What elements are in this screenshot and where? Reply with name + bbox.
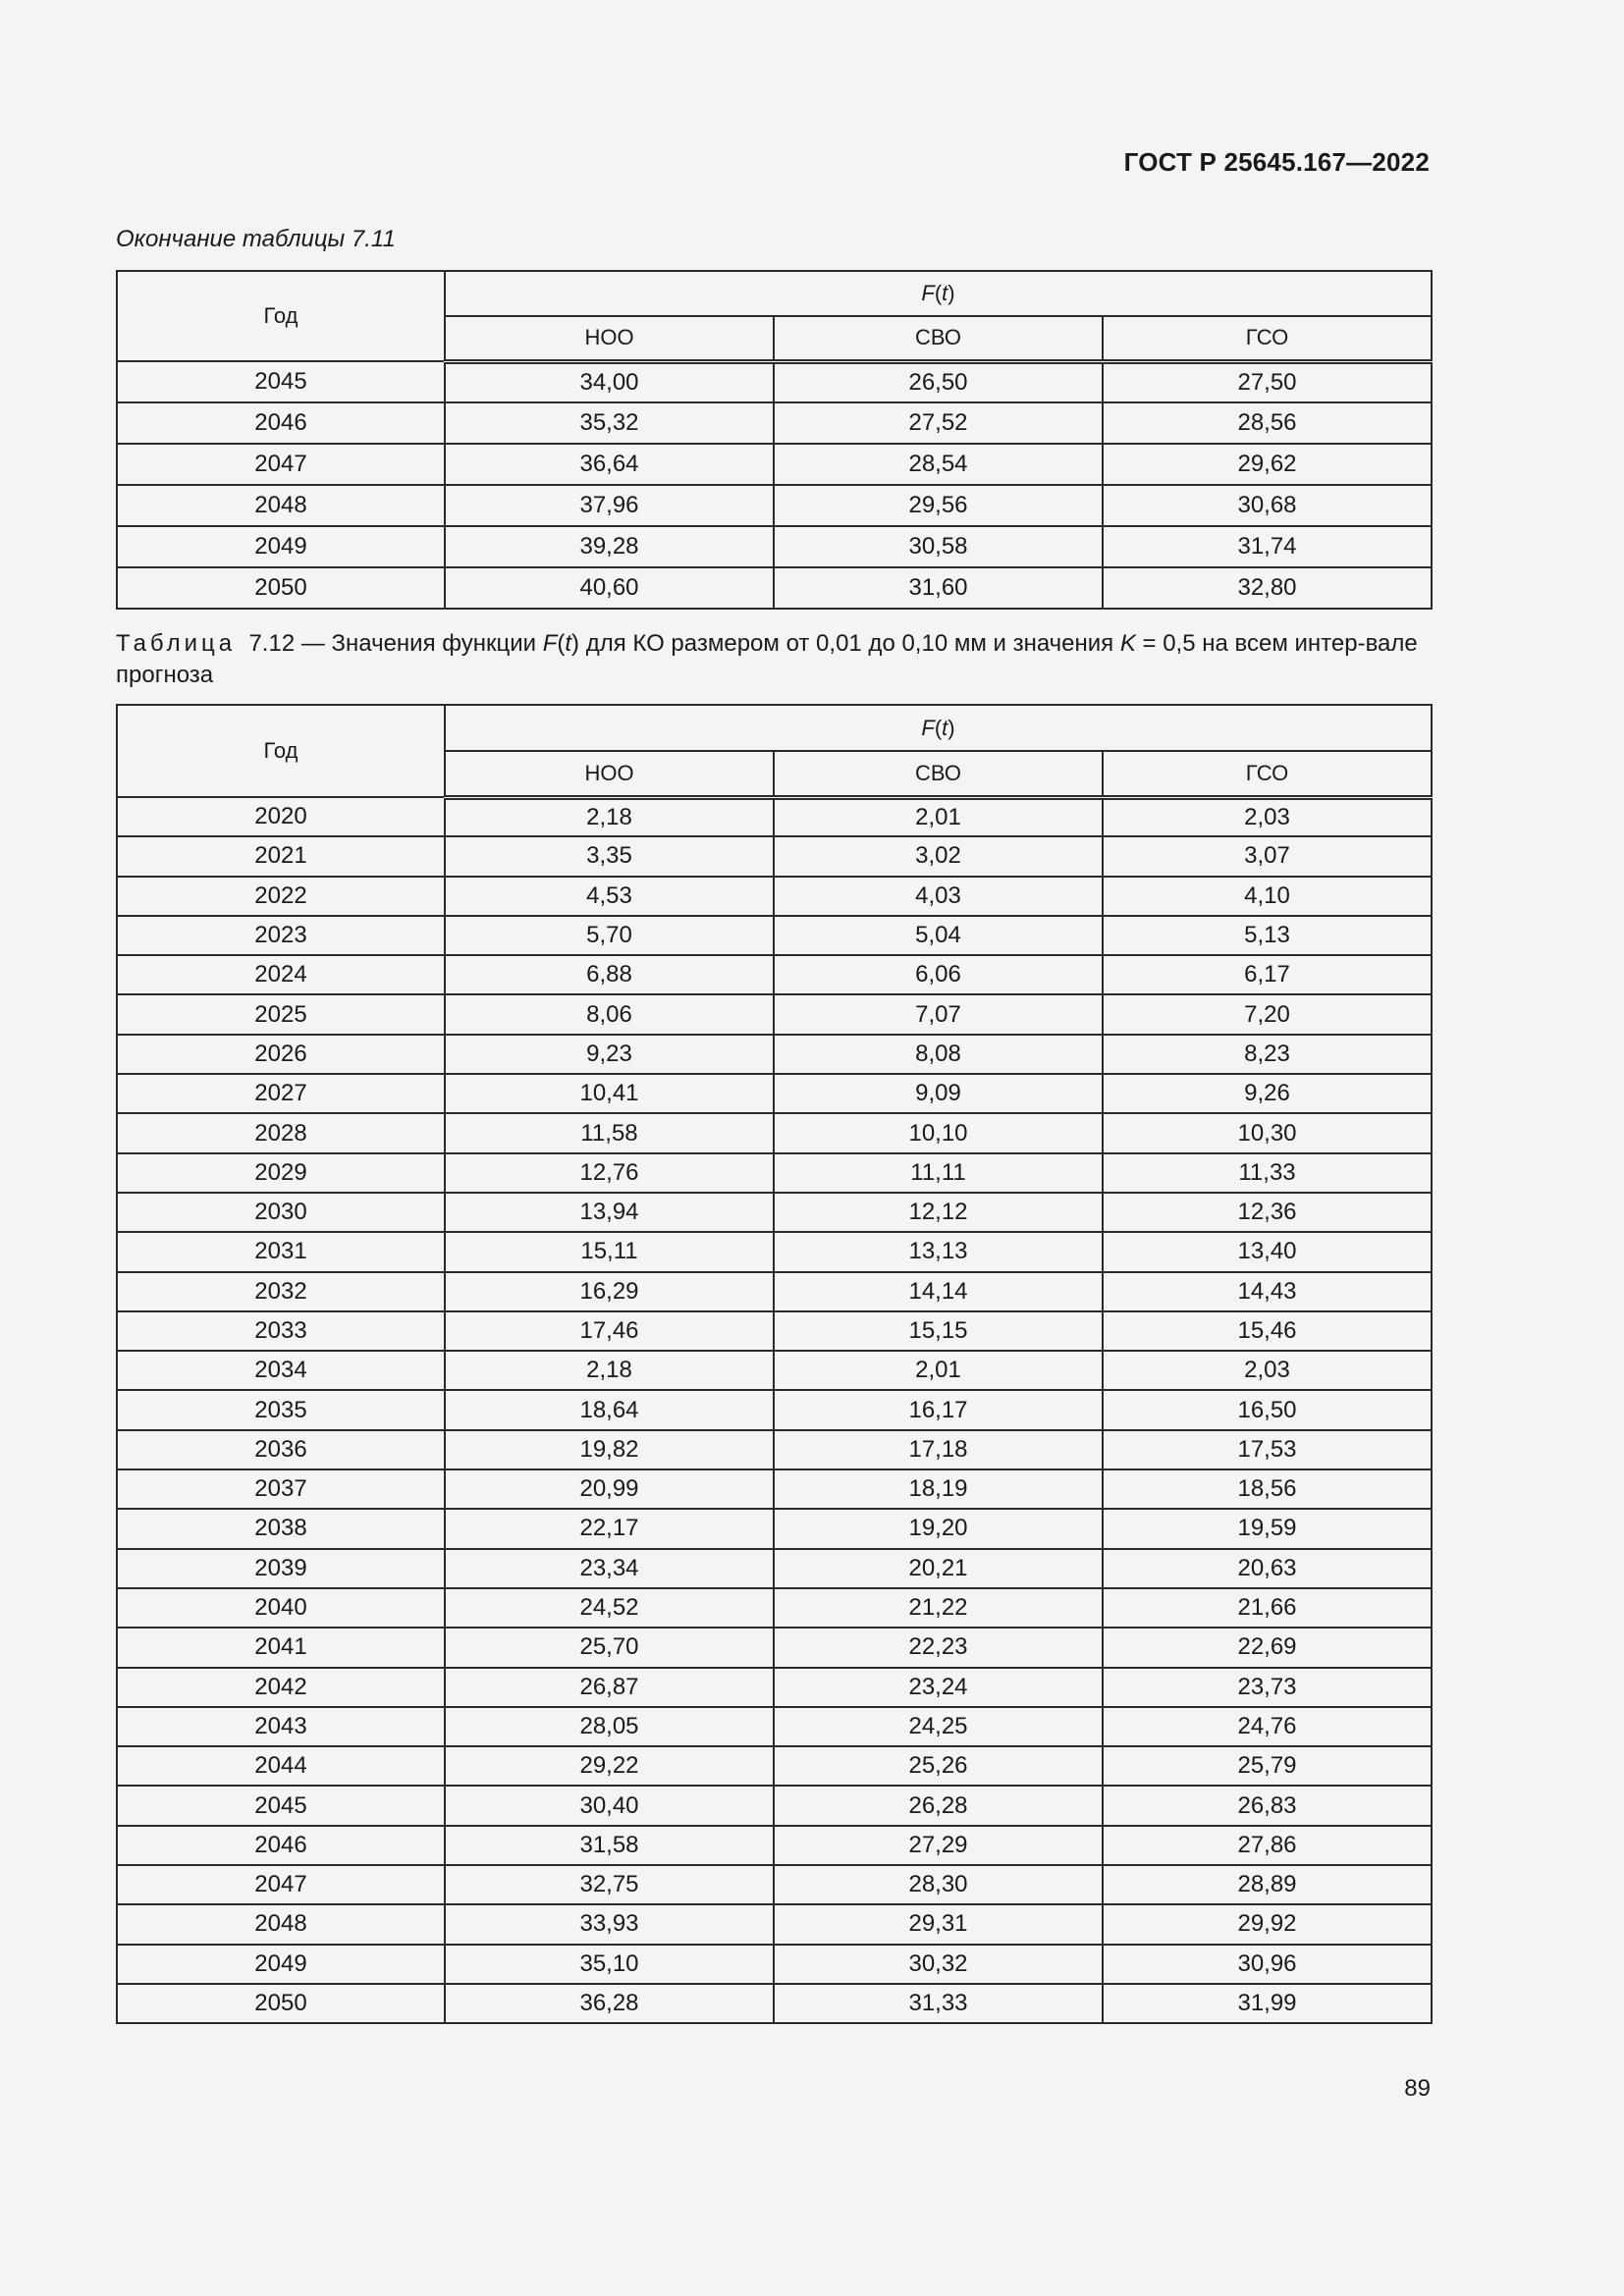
year-cell: 2041 — [117, 1628, 445, 1667]
value-cell: 22,23 — [774, 1628, 1103, 1667]
year-cell: 2025 — [117, 994, 445, 1034]
value-cell: 9,26 — [1103, 1074, 1432, 1113]
value-cell: 14,43 — [1103, 1272, 1432, 1311]
value-cell: 2,18 — [445, 797, 774, 836]
value-cell: 9,23 — [445, 1035, 774, 1074]
document-code: ГОСТ Р 25645.167—2022 — [1123, 147, 1430, 177]
table-row — [117, 567, 1432, 609]
year-cell: 2028 — [117, 1113, 445, 1152]
year-cell: 2032 — [117, 1272, 445, 1311]
value-cell: 29,92 — [1103, 1904, 1432, 1944]
value-cell: 3,02 — [774, 836, 1103, 876]
table-row — [117, 485, 1432, 526]
value-cell: 26,87 — [445, 1668, 774, 1707]
value-cell: 30,40 — [445, 1786, 774, 1825]
table-row — [117, 1232, 1432, 1271]
value-cell: 4,03 — [774, 877, 1103, 916]
value-cell: 23,73 — [1103, 1668, 1432, 1707]
value-cell: 18,64 — [445, 1390, 774, 1429]
year-cell: 2045 — [117, 361, 445, 402]
value-cell: 7,20 — [1103, 994, 1432, 1034]
value-cell: 7,07 — [774, 994, 1103, 1034]
value-cell: 8,06 — [445, 994, 774, 1034]
value-cell: 31,33 — [774, 1984, 1103, 2023]
year-cell: 2044 — [117, 1746, 445, 1786]
year-cell: 2046 — [117, 1826, 445, 1865]
year-cell: 2038 — [117, 1509, 445, 1548]
table-row — [117, 1351, 1432, 1390]
table-row — [117, 1193, 1432, 1232]
value-cell: 25,79 — [1103, 1746, 1432, 1786]
value-cell: 6,88 — [445, 955, 774, 994]
year-cell: 2046 — [117, 402, 445, 444]
value-cell: 10,41 — [445, 1074, 774, 1113]
table-row — [117, 1746, 1432, 1786]
value-cell: 17,46 — [445, 1311, 774, 1351]
value-cell: 16,29 — [445, 1272, 774, 1311]
svo-column-header: СВО — [774, 316, 1103, 361]
table-row — [117, 1074, 1432, 1113]
value-cell: 36,28 — [445, 1984, 774, 2023]
table-row — [117, 1904, 1432, 1944]
table-row — [117, 1549, 1432, 1588]
table-711-caption: Окончание таблицы 7.11 — [116, 226, 396, 252]
table-row — [117, 1628, 1432, 1667]
year-cell: 2039 — [117, 1549, 445, 1588]
year-cell: 2048 — [117, 485, 445, 526]
year-cell: 2026 — [117, 1035, 445, 1074]
year-cell: 2030 — [117, 1193, 445, 1232]
value-cell: 12,36 — [1103, 1193, 1432, 1232]
value-cell: 24,25 — [774, 1707, 1103, 1746]
table-row — [117, 955, 1432, 994]
year-cell: 2020 — [117, 797, 445, 836]
ft-column-header: F(t) — [445, 271, 1432, 316]
value-cell: 8,23 — [1103, 1035, 1432, 1074]
value-cell: 14,14 — [774, 1272, 1103, 1311]
table-712-body — [117, 797, 1432, 2023]
value-cell: 39,28 — [445, 526, 774, 567]
table-row — [117, 1707, 1432, 1746]
table-row — [117, 526, 1432, 567]
value-cell: 33,93 — [445, 1904, 774, 1944]
value-cell: 13,40 — [1103, 1232, 1432, 1271]
value-cell: 18,56 — [1103, 1469, 1432, 1509]
value-cell: 28,54 — [774, 444, 1103, 485]
year-cell: 2037 — [117, 1469, 445, 1509]
table-row — [117, 877, 1432, 916]
value-cell: 28,30 — [774, 1865, 1103, 1904]
value-cell: 15,46 — [1103, 1311, 1432, 1351]
table-row — [117, 836, 1432, 876]
value-cell: 15,11 — [445, 1232, 774, 1271]
value-cell: 23,34 — [445, 1549, 774, 1588]
value-cell: 19,20 — [774, 1509, 1103, 1548]
value-cell: 21,66 — [1103, 1588, 1432, 1628]
year-cell: 2042 — [117, 1668, 445, 1707]
table-row — [117, 361, 1432, 402]
value-cell: 26,83 — [1103, 1786, 1432, 1825]
gso-column-header: ГСО — [1103, 316, 1432, 361]
gso-column-header: ГСО — [1103, 751, 1432, 797]
value-cell: 13,13 — [774, 1232, 1103, 1271]
year-cell: 2049 — [117, 1945, 445, 1984]
value-cell: 15,15 — [774, 1311, 1103, 1351]
value-cell: 24,76 — [1103, 1707, 1432, 1746]
value-cell: 36,64 — [445, 444, 774, 485]
value-cell: 25,26 — [774, 1746, 1103, 1786]
value-cell: 29,22 — [445, 1746, 774, 1786]
table-row — [117, 916, 1432, 955]
value-cell: 10,10 — [774, 1113, 1103, 1152]
table-row — [117, 402, 1432, 444]
table-row — [117, 1945, 1432, 1984]
value-cell: 12,12 — [774, 1193, 1103, 1232]
year-cell: 2050 — [117, 1984, 445, 2023]
table-row — [117, 1153, 1432, 1193]
value-cell: 22,17 — [445, 1509, 774, 1548]
year-cell: 2049 — [117, 526, 445, 567]
value-cell: 2,18 — [445, 1351, 774, 1390]
svo-column-header: СВО — [774, 751, 1103, 797]
table-row — [117, 1668, 1432, 1707]
value-cell: 31,58 — [445, 1826, 774, 1865]
value-cell: 30,96 — [1103, 1945, 1432, 1984]
value-cell: 26,50 — [774, 361, 1103, 402]
value-cell: 40,60 — [445, 567, 774, 609]
value-cell: 30,32 — [774, 1945, 1103, 1984]
table-row — [117, 1113, 1432, 1152]
value-cell: 31,99 — [1103, 1984, 1432, 2023]
value-cell: 2,01 — [774, 1351, 1103, 1390]
value-cell: 3,07 — [1103, 836, 1432, 876]
value-cell: 4,10 — [1103, 877, 1432, 916]
value-cell: 20,99 — [445, 1469, 774, 1509]
value-cell: 2,01 — [774, 797, 1103, 836]
noo-column-header: НОО — [445, 751, 774, 797]
value-cell: 26,28 — [774, 1786, 1103, 1825]
table-row — [117, 1272, 1432, 1311]
value-cell: 34,00 — [445, 361, 774, 402]
year-cell: 2036 — [117, 1430, 445, 1469]
table-row — [117, 797, 1432, 836]
year-cell: 2040 — [117, 1588, 445, 1628]
value-cell: 28,05 — [445, 1707, 774, 1746]
value-cell: 4,53 — [445, 877, 774, 916]
value-cell: 27,52 — [774, 402, 1103, 444]
year-cell: 2024 — [117, 955, 445, 994]
value-cell: 8,08 — [774, 1035, 1103, 1074]
value-cell: 23,24 — [774, 1668, 1103, 1707]
table-row — [117, 444, 1432, 485]
value-cell: 11,58 — [445, 1113, 774, 1152]
year-cell: 2045 — [117, 1786, 445, 1825]
value-cell: 35,10 — [445, 1945, 774, 1984]
value-cell: 11,33 — [1103, 1153, 1432, 1193]
value-cell: 9,09 — [774, 1074, 1103, 1113]
table-row — [117, 1390, 1432, 1429]
year-cell: 2023 — [117, 916, 445, 955]
value-cell: 11,11 — [774, 1153, 1103, 1193]
noo-column-header: НОО — [445, 316, 774, 361]
ft-column-header: F(t) — [445, 705, 1432, 751]
table-712-caption: Таблица 7.12 — Значения функции F(t) для КО размером от 0,01 до 0,10 мм и значения K = 0,5 на всем интер-вале прогноза — [116, 630, 1418, 688]
table-row — [117, 1469, 1432, 1509]
value-cell: 6,06 — [774, 955, 1103, 994]
value-cell: 5,70 — [445, 916, 774, 955]
year-cell: 2043 — [117, 1707, 445, 1746]
value-cell: 18,19 — [774, 1469, 1103, 1509]
year-cell: 2048 — [117, 1904, 445, 1944]
year-cell: 2035 — [117, 1390, 445, 1429]
year-column-header: Год — [117, 271, 445, 361]
value-cell: 35,32 — [445, 402, 774, 444]
value-cell: 29,31 — [774, 1904, 1103, 1944]
value-cell: 3,35 — [445, 836, 774, 876]
year-cell: 2050 — [117, 567, 445, 609]
value-cell: 16,17 — [774, 1390, 1103, 1429]
value-cell: 20,21 — [774, 1549, 1103, 1588]
year-cell: 2022 — [117, 877, 445, 916]
page-number: 89 — [1404, 2075, 1431, 2102]
table-row — [117, 1588, 1432, 1628]
value-cell: 28,56 — [1103, 402, 1432, 444]
year-cell: 2031 — [117, 1232, 445, 1271]
year-cell: 2047 — [117, 444, 445, 485]
value-cell: 37,96 — [445, 485, 774, 526]
value-cell: 5,04 — [774, 916, 1103, 955]
value-cell: 27,86 — [1103, 1826, 1432, 1865]
table-7-11 — [116, 270, 1433, 610]
value-cell: 27,50 — [1103, 361, 1432, 402]
value-cell: 5,13 — [1103, 916, 1432, 955]
year-cell: 2033 — [117, 1311, 445, 1351]
value-cell: 20,63 — [1103, 1549, 1432, 1588]
value-cell: 25,70 — [445, 1628, 774, 1667]
value-cell: 16,50 — [1103, 1390, 1432, 1429]
table-row — [117, 1826, 1432, 1865]
value-cell: 2,03 — [1103, 1351, 1432, 1390]
value-cell: 32,75 — [445, 1865, 774, 1904]
value-cell: 30,68 — [1103, 485, 1432, 526]
table-row — [117, 1509, 1432, 1548]
value-cell: 28,89 — [1103, 1865, 1432, 1904]
value-cell: 31,74 — [1103, 526, 1432, 567]
table-row — [117, 1035, 1432, 1074]
table-row — [117, 1786, 1432, 1825]
value-cell: 2,03 — [1103, 797, 1432, 836]
year-cell: 2021 — [117, 836, 445, 876]
value-cell: 17,18 — [774, 1430, 1103, 1469]
value-cell: 30,58 — [774, 526, 1103, 567]
year-column-header: Год — [117, 705, 445, 797]
table-7-12 — [116, 704, 1433, 2024]
value-cell: 29,62 — [1103, 444, 1432, 485]
value-cell: 10,30 — [1103, 1113, 1432, 1152]
table-row — [117, 1865, 1432, 1904]
year-cell: 2027 — [117, 1074, 445, 1113]
value-cell: 12,76 — [445, 1153, 774, 1193]
table-row — [117, 994, 1432, 1034]
value-cell: 27,29 — [774, 1826, 1103, 1865]
value-cell: 21,22 — [774, 1588, 1103, 1628]
value-cell: 6,17 — [1103, 955, 1432, 994]
value-cell: 17,53 — [1103, 1430, 1432, 1469]
year-cell: 2034 — [117, 1351, 445, 1390]
value-cell: 13,94 — [445, 1193, 774, 1232]
table-row — [117, 1311, 1432, 1351]
value-cell: 24,52 — [445, 1588, 774, 1628]
year-cell: 2029 — [117, 1153, 445, 1193]
value-cell: 19,59 — [1103, 1509, 1432, 1548]
value-cell: 31,60 — [774, 567, 1103, 609]
value-cell: 22,69 — [1103, 1628, 1432, 1667]
year-cell: 2047 — [117, 1865, 445, 1904]
table-row — [117, 1984, 1432, 2023]
value-cell: 19,82 — [445, 1430, 774, 1469]
value-cell: 29,56 — [774, 485, 1103, 526]
table-row — [117, 1430, 1432, 1469]
table-711-body — [117, 361, 1432, 609]
value-cell: 32,80 — [1103, 567, 1432, 609]
